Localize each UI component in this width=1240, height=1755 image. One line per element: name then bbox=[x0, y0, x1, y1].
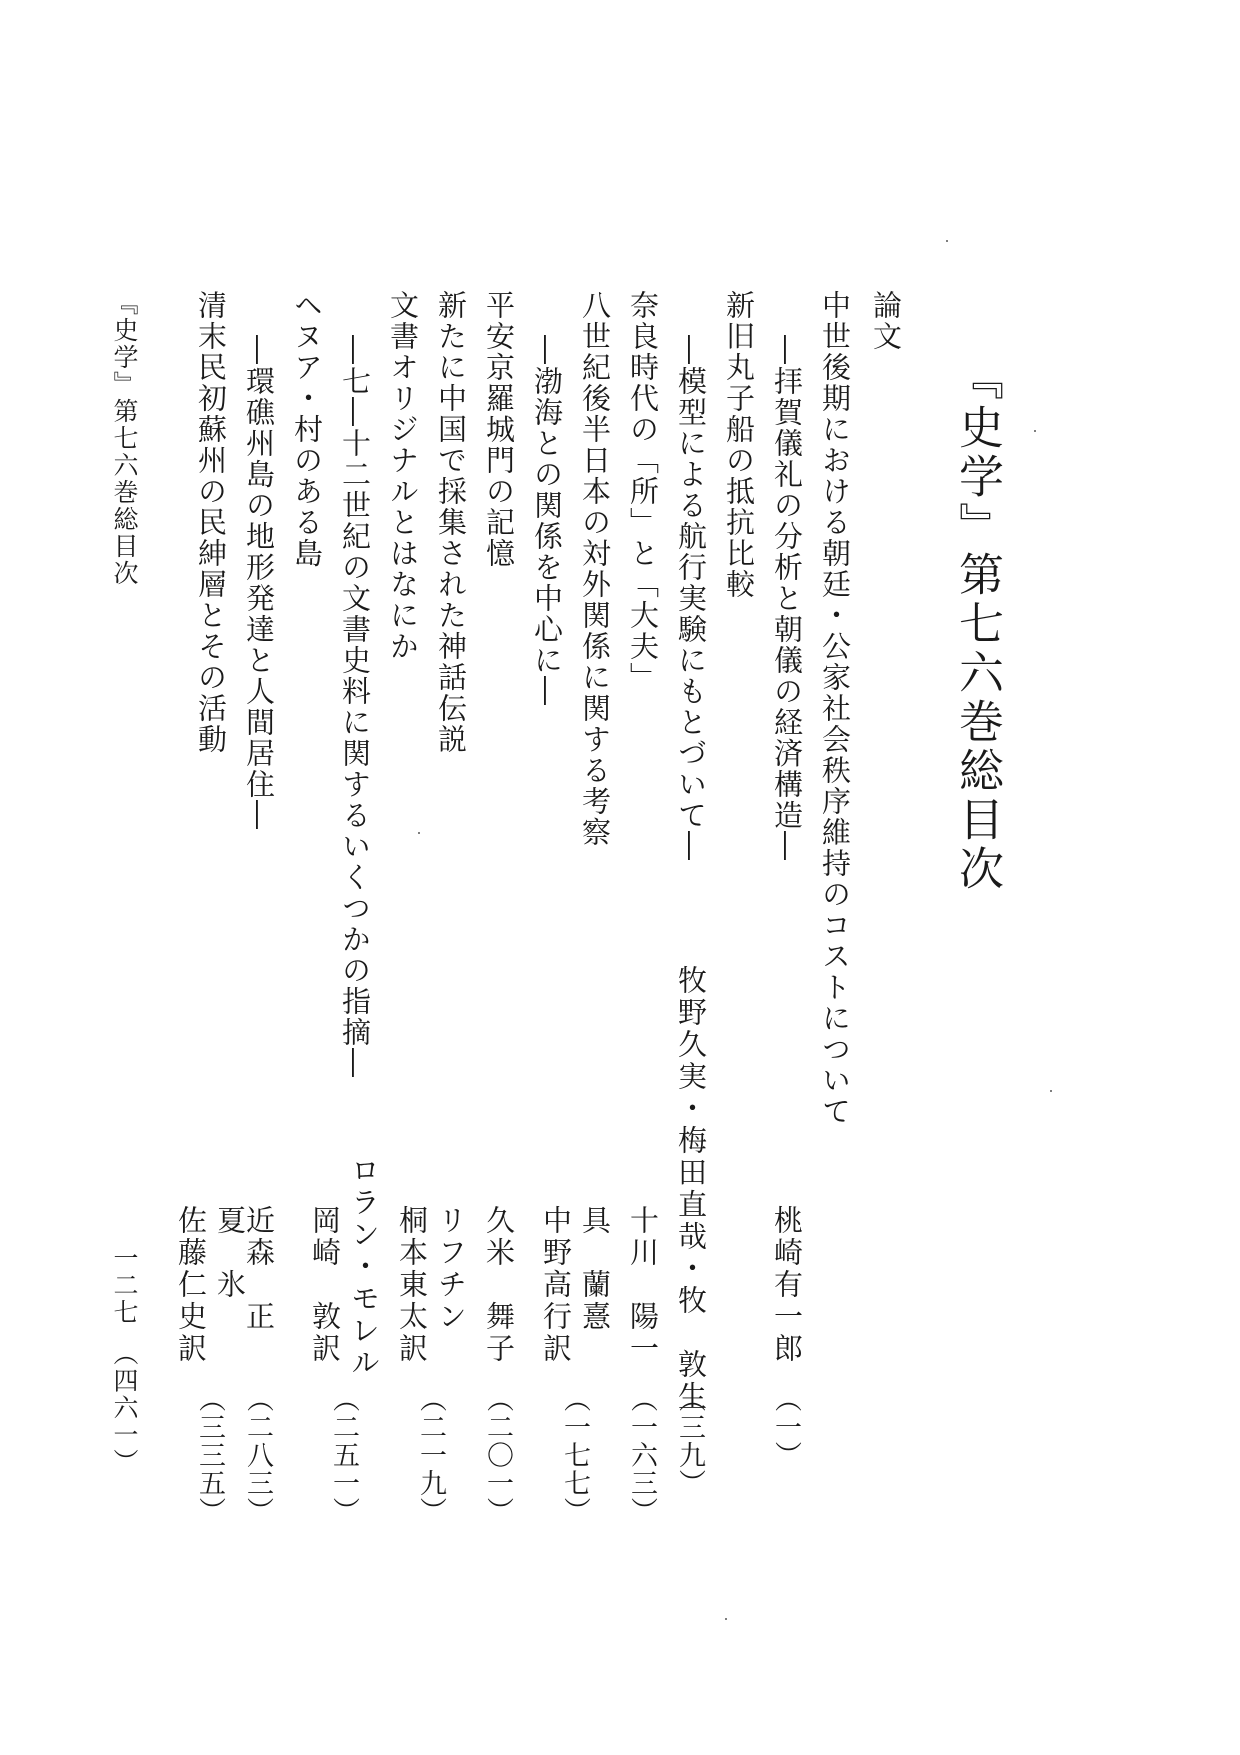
entry-author: リフチン bbox=[434, 1205, 468, 1333]
page-title: 『史学』第七六巻総目次 bbox=[951, 355, 1004, 894]
scan-speck bbox=[418, 832, 420, 834]
section-label: 論文 bbox=[869, 290, 903, 352]
entry-author: 十川 陽一 bbox=[626, 1205, 660, 1365]
entry-title: 中世後期における朝廷・公家社会秩序維持のコストについて bbox=[818, 290, 852, 1127]
entry-subtitle: ―渤海との関係を中心に― bbox=[530, 335, 564, 707]
entry-author: 久米 舞子 bbox=[482, 1205, 516, 1365]
scan-speck bbox=[725, 1618, 727, 1620]
entry-page: （二八三） bbox=[242, 1385, 273, 1525]
entry-author: 夏 氷 bbox=[213, 1205, 247, 1301]
entry-title: 八世紀後半日本の対外関係に関する考察 bbox=[578, 290, 612, 848]
entry-title: 文書オリジナルとはなにか bbox=[386, 290, 420, 662]
entry-page: （一六三） bbox=[626, 1385, 657, 1525]
entry-page: （三九） bbox=[674, 1385, 705, 1497]
entry-author: 桃崎有一郎 bbox=[770, 1205, 804, 1365]
entry-translator: 佐藤仁史訳 bbox=[174, 1205, 208, 1365]
entry-author: 近森 正 bbox=[242, 1205, 276, 1333]
entry-page: （二一九） bbox=[415, 1385, 446, 1525]
entry-author: 牧野久実・梅田直哉・牧 敦生 bbox=[674, 965, 708, 1413]
folio-page-numbers: 一二七 （四六一） bbox=[110, 1245, 139, 1476]
entry-page: （二〇一） bbox=[482, 1385, 513, 1525]
entry-title: 奈良時代の「所」と「大夫」 bbox=[626, 290, 660, 693]
entry-author: ロラン・モレル bbox=[347, 1155, 381, 1379]
entry-subtitle: ―模型による航行実験にもとづいて― bbox=[674, 335, 708, 862]
entry-title: 新旧丸子船の抵抗比較 bbox=[722, 290, 756, 600]
scan-speck bbox=[946, 240, 948, 242]
running-title: 『史学』第七六巻総目次 bbox=[110, 290, 139, 587]
entry-title: 平安京羅城門の記憶 bbox=[482, 290, 516, 569]
entry-translator: 桐本東太訳 bbox=[395, 1205, 429, 1365]
entry-page: （一七七） bbox=[559, 1385, 590, 1525]
scan-speck bbox=[1034, 430, 1036, 432]
entry-title: ヘヌア・村のある島 bbox=[290, 290, 324, 569]
scan-speck bbox=[1050, 1090, 1052, 1092]
entry-page: （三三五） bbox=[194, 1385, 225, 1525]
entry-author: 具 蘭憙 bbox=[578, 1205, 612, 1333]
entry-title: 新たに中国で採集された神話伝説 bbox=[434, 290, 468, 755]
entry-translator: 中野高行訳 bbox=[539, 1205, 573, 1365]
entry-page: （一） bbox=[770, 1385, 801, 1469]
entry-page: （二五一） bbox=[328, 1385, 359, 1525]
entry-subtitle: ―七―十二世紀の文書史料に関するいくつかの指摘― bbox=[338, 335, 372, 1079]
entry-translator: 岡崎 敦訳 bbox=[308, 1205, 342, 1365]
entry-title: 清末民初蘇州の民紳層とその活動 bbox=[194, 290, 228, 755]
entry-subtitle: ―拝賀儀礼の分析と朝儀の経済構造― bbox=[770, 335, 804, 862]
entry-subtitle: ―環礁州島の地形発達と人間居住― bbox=[242, 335, 276, 831]
